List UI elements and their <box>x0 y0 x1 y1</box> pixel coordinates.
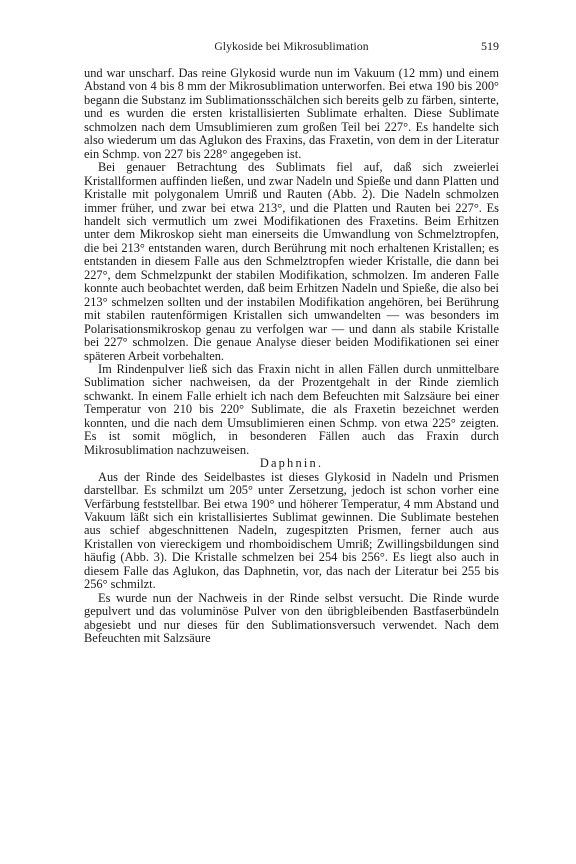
paragraph-bark-powder: Im Rindenpulver ließ sich das Fraxin nicht in allen Fällen durch unmittelbare Sublimation sicher nachweisen, da der Prozentgehalt in der Rinde ziemlich schwankt. In einem Falle erhielt ich nach dem Befeuchten mit Salzsäure bei einer Temperatur von 210 bis 220° Sublimate, die als Fraxetin bezeichnet werden konnten, und die nach dem Umsublimieren einen Schmp. von etwa 225° zeigten. Es ist somit möglich, in besonderen Fällen auch das Fraxin durch Mikrosublimation nachzuweisen. <box>84 361 499 457</box>
paragraph-crystal-forms: Bei genauer Betrachtung des Sublimats fiel auf, daß sich zweierlei Kristallformen auffinden ließen, und zwar Nadeln und Spieße und dann Platten und Kristalle mit polygonalem Umriß und Rauten (Abb. 2). Die Nadeln schmolzen immer früher, und zwar bei etwa 213°, und die Platten und Rauten bei 227°. Es handelt sich vermutlich um zwei Modifikationen des Fraxetins. Beim Erhitzen unter dem Mikroskop sieht man einerseits die Umwandlung von Schmelztropfen, die bei 213° entstanden waren, durch Berührung mit noch erhaltenen Kristallen; es entstanden in diesem Falle aus den Schmelztropfen wieder Kristalle, die dann bei 227°, dem Schmelzpunkt der stabilen Modifikation, schmolzen. Im anderen Falle konnte auch beobachtet werden, daß beim Erhitzen Nadeln und Spieße, die also bei 213° schmelzen sollten und der instabilen Modifikation angehören, bei Berührung mit stabilen rautenförmigen Kristallen sich umwandelten — was besonders im Polarisationsmikroskop genau zu verfolgen war — und dann als stabile Kristalle bei 227° schmolzen. Die genaue Analyse dieser beiden Modifikationen sei einer späteren Arbeit vorbehalten. <box>84 160 499 363</box>
paragraph-continuation: und war unscharf. Das reine Glykosid wurde nun im Vakuum (12 mm) und einem Abstand von 4 bis 8 mm der Mikrosublimation unterworfen. Bei etwa 190 bis 200° begann die Substanz im Sublimationsschälchen sich bereits gelb zu färben, sinterte, und es wurden die ersten kristallisierten Sublimate erhalten. Diese Sublimate schmolzen nach dem Umsublimieren zum großen Teil bei 227°. Es handelte sich also wiederum um das Aglukon des Fraxins, das Fraxetin, von dem in der Literatur ein Schmp. von 227 bis 228° angegeben ist. <box>84 66 499 161</box>
page-header <box>84 40 499 54</box>
section-heading-daphnin: Daphnin. <box>259 456 324 471</box>
paragraph-daphnin-bark: Es wurde nun der Nachweis in der Rinde selbst versucht. Die Rinde wurde gepulvert und das voluminöse Pulver von den übrigbleibenden Bastfaserbündeln abgesiebt und nur dieses für den Sublimationsversuch verwendet. Nach dem Befeuchten mit Salzsäure <box>84 590 499 646</box>
page-number: 519 <box>481 39 499 53</box>
running-title: Glykoside bei Mikrosublimation <box>214 40 369 53</box>
paragraph-daphnin-sublimate: Aus der Rinde des Seidelbastes ist dieses Glykosid in Nadeln und Prismen darstellbar. Es schmilzt um 205° unter Zersetzung, jedoch ist schon vorher eine Verfärbung feststellbar. Bei etwa 190° und höherer Temperatur, 4 mm Abstand und Vakuum läßt sich ein kristallisiertes Sublimat gewinnen. Die Sublimate bestehen aus schief abgeschnittenen Nadeln, zugespitzten Prismen, ferner auch aus Kristallen von viereckigem und rhomboidischem Umriß; Zwillingsbildungen sind häufig (Abb. 3). Die Kristalle schmelzen bei 254 bis 256°. Es liegt also auch in diesem Falle das Aglukon, das Daphnetin, vor, das nach der Literatur bei 255 bis 256° schmilzt. <box>84 469 499 592</box>
document-page <box>84 40 499 645</box>
